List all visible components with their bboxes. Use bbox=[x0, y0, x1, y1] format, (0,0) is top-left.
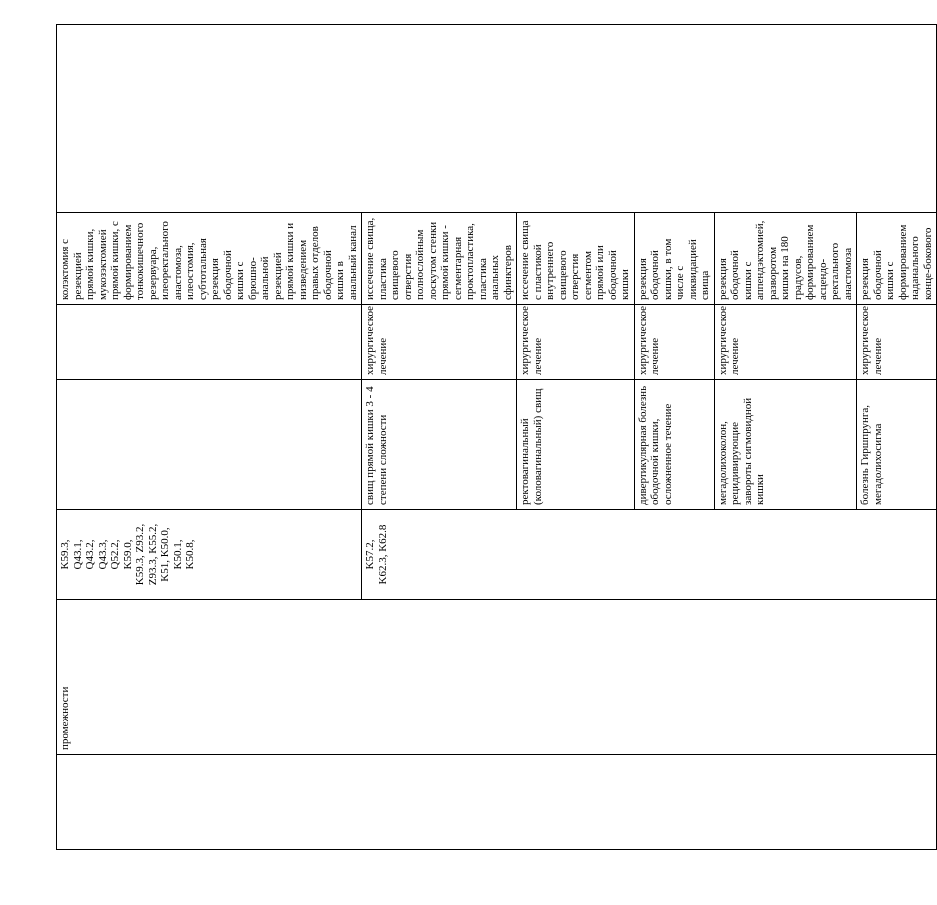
model-cell: мегадолихоколон, рецидивирующие завороты сигмовидной кишки bbox=[714, 380, 857, 510]
procedures-table bbox=[56, 24, 937, 850]
treatment-type-cell: хирургическое лечение bbox=[362, 305, 517, 380]
model-cell: свищ прямой кишки 3 - 4 степени сложности bbox=[362, 380, 517, 510]
number-cell bbox=[57, 755, 937, 850]
diagnosis-codes-cell: K59.3, Q43.1, Q43.2, Q43.3, Q52.2, K59.0, K59.3, Z93.2, Z93.3, K55.2, K51, K50.0, K50.1, K50.8, bbox=[57, 510, 362, 600]
treatment-method-cell: колэктомия с резекцией прямой кишки, мукозэктомией прямой кишки, с формированием тонкокишечного резервуара, илеоректального анастомоза, илеостомия, субтотальная резекция ободочной кишки с брюшно-анальной резекцией прямой кишки и низведением правых отделов ободочной кишки в анальный канал bbox=[57, 213, 362, 305]
treatment-method-cell: резекция ободочной кишки с аппендэктомией, разворотом кишки на 180 градусов, формированием асцендо-ректального анастомоза bbox=[714, 213, 857, 305]
model-cell bbox=[57, 380, 362, 510]
model-cell: дивертикулярная болезнь ободочной кишки, осложненное течение bbox=[634, 380, 714, 510]
treatment-method-cell: иссечение свища с пластикой внутреннего свищевого отверстия сегментом прямой или ободочной кишки bbox=[517, 213, 635, 305]
tariff-cell bbox=[57, 25, 937, 213]
group-name-cell: промежности bbox=[57, 600, 937, 755]
treatment-type-cell bbox=[57, 305, 362, 380]
model-cell: ректовагинальный (коловагинальный) свищ bbox=[517, 380, 635, 510]
treatment-type-cell: хирургическое лечение bbox=[714, 305, 857, 380]
treatment-method-cell: резекция ободочной кишки, в том числе с ликвидацией свища bbox=[634, 213, 714, 305]
treatment-method-cell: резекция ободочной кишки с формированием наданального конце-бокового bbox=[857, 213, 937, 305]
treatment-type-cell: хирургическое лечение bbox=[517, 305, 635, 380]
diagnosis-codes-cell: K57.2, K62.3, K62.8 bbox=[362, 510, 937, 600]
rotated-page bbox=[56, 25, 934, 850]
table-row bbox=[57, 25, 362, 850]
treatment-type-cell: хирургическое лечение bbox=[857, 305, 937, 380]
model-cell: болезнь Гиршпрунга, мегадолихосигма bbox=[857, 380, 937, 510]
treatment-method-cell: иссечение свища, пластика свищевого отверстия полнослойным лоскутом стенки прямой кишки - сегментарная проктопластика, пластика анальных сфинктеров bbox=[362, 213, 517, 305]
treatment-type-cell: хирургическое лечение bbox=[634, 305, 714, 380]
